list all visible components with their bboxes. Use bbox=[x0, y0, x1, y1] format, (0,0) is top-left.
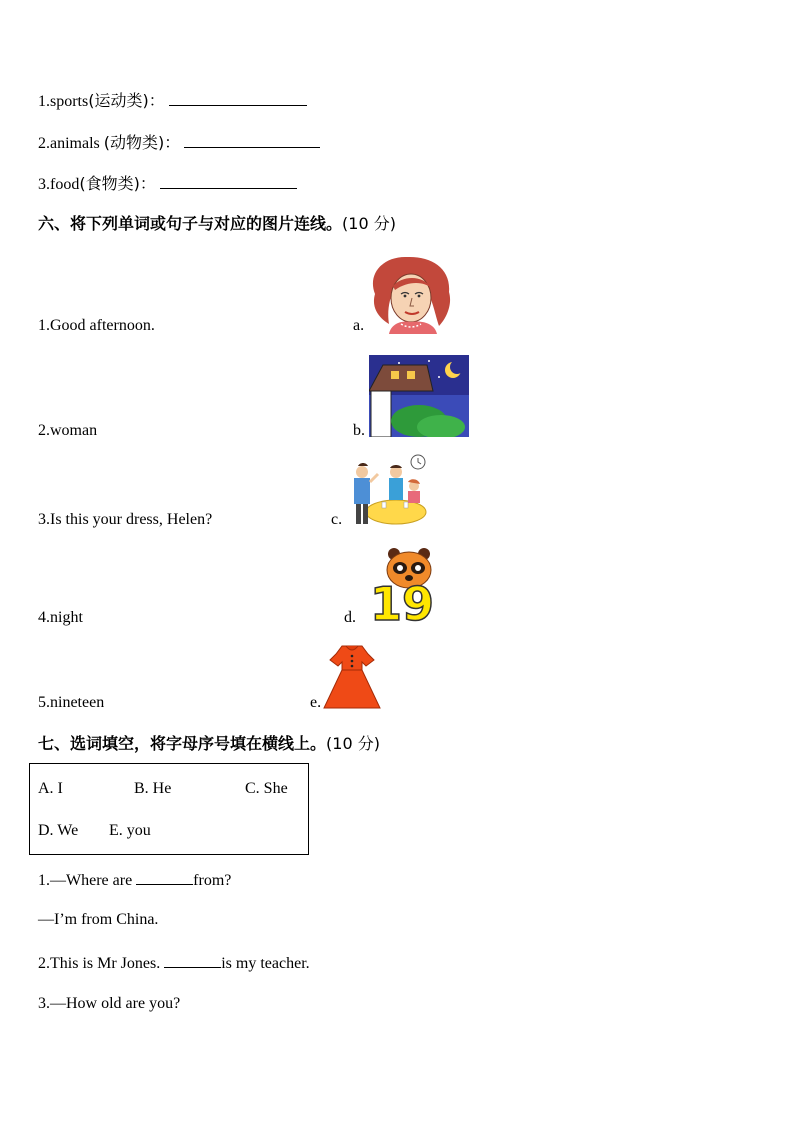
section-7-title: 七、选词填空，将字母序号填在横线上。 bbox=[38, 734, 327, 753]
match-item-4: 4.night bbox=[38, 609, 83, 626]
match-letter-b: b. bbox=[353, 422, 365, 439]
question-3: 3.—How old are you? bbox=[38, 995, 181, 1012]
classify-note: (运动类)： bbox=[88, 91, 165, 110]
match-item-5: 5.nineteen bbox=[38, 694, 105, 711]
question-1-after: from? bbox=[193, 872, 232, 889]
classify-label: 1.sports bbox=[38, 93, 89, 110]
red-dress-icon bbox=[322, 644, 382, 710]
classify-item-animals bbox=[38, 130, 320, 153]
classify-item-sports bbox=[38, 88, 307, 111]
section-6-title: 六、将下列单词或句子与对应的图片连线。 bbox=[38, 214, 343, 233]
nineteen-number: 19 bbox=[370, 577, 435, 622]
option-b: B. He bbox=[134, 780, 172, 797]
answer-line[interactable] bbox=[160, 174, 297, 189]
classify-note: (食物类)： bbox=[79, 174, 156, 193]
match-letter-d: d. bbox=[344, 609, 356, 626]
answer-line[interactable] bbox=[169, 91, 307, 106]
panda-nineteen-icon bbox=[368, 546, 454, 622]
match-item-3: 3.Is this your dress, Helen? bbox=[38, 511, 213, 528]
house-at-night-icon bbox=[369, 355, 469, 437]
answer-line[interactable] bbox=[136, 870, 193, 885]
option-a: A. I bbox=[38, 780, 63, 797]
question-2 bbox=[38, 953, 310, 973]
answer-line[interactable] bbox=[184, 133, 320, 148]
option-d: D. We bbox=[38, 822, 79, 839]
question-1-reply: —I’m from China. bbox=[38, 911, 159, 928]
answer-line[interactable] bbox=[164, 953, 221, 968]
question-1-before: 1.—Where are bbox=[38, 872, 137, 889]
classify-note: (动物类)： bbox=[103, 133, 181, 152]
option-e: E. you bbox=[109, 822, 151, 839]
match-item-1: 1.Good afternoon. bbox=[38, 317, 155, 334]
section-6-points: (10 分) bbox=[342, 214, 396, 233]
match-letter-e: e. bbox=[310, 694, 322, 711]
classify-label: 2.animals bbox=[38, 135, 104, 152]
people-at-table-icon bbox=[348, 452, 430, 528]
section-7-heading bbox=[38, 731, 380, 754]
word-options-box bbox=[29, 763, 309, 855]
question-1 bbox=[38, 870, 231, 890]
question-2-after: is my teacher. bbox=[221, 955, 310, 972]
match-letter-c: c. bbox=[331, 511, 343, 528]
section-7-points: (10 分) bbox=[326, 734, 380, 753]
match-item-2: 2.woman bbox=[38, 422, 98, 439]
question-2-before: 2.This is Mr Jones. bbox=[38, 955, 165, 972]
classify-label: 3.food bbox=[38, 176, 80, 193]
woman-face-icon bbox=[365, 254, 457, 334]
section-6-heading bbox=[38, 211, 396, 234]
classify-item-food bbox=[38, 171, 297, 194]
option-c: C. She bbox=[245, 780, 288, 797]
match-letter-a: a. bbox=[353, 317, 365, 334]
